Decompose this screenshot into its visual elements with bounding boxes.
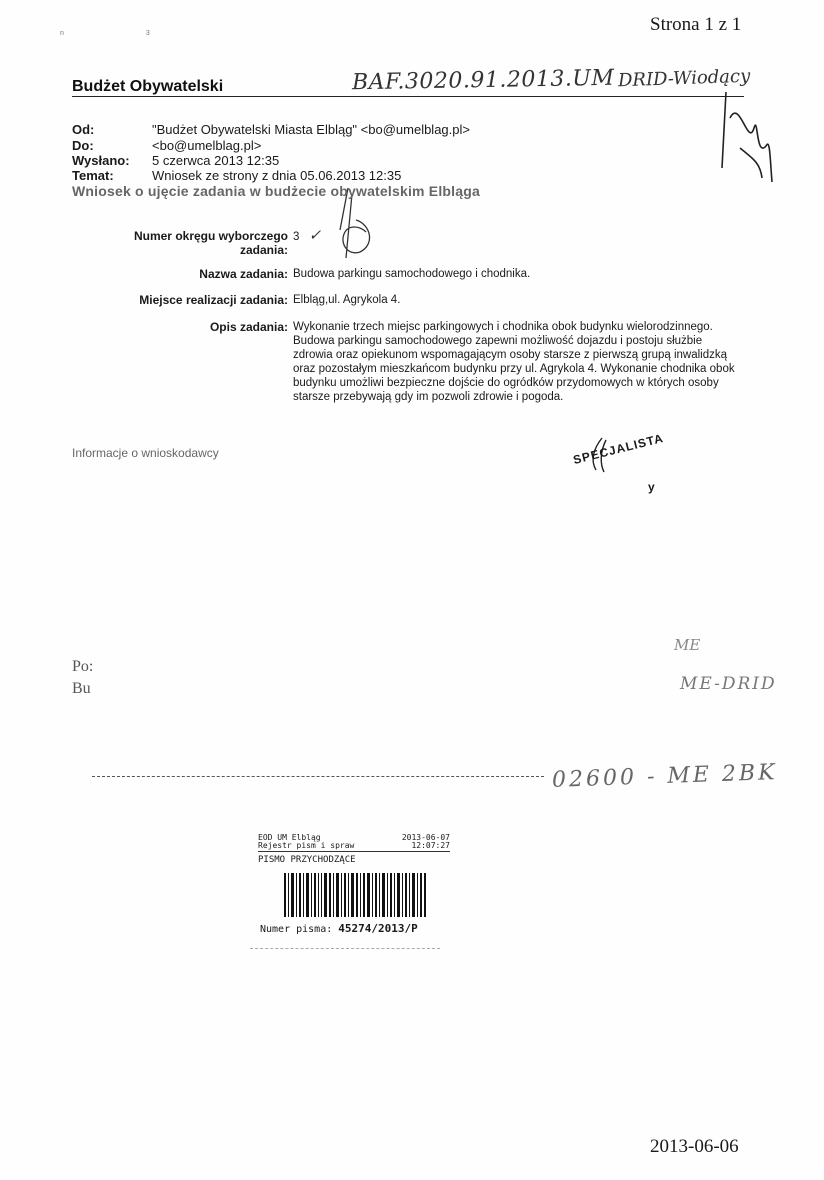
receipt-dashed-line [250,948,440,949]
stamp-mark: y [648,480,655,494]
from-value: "Budżet Obywatelski Miasta Elbląg" <bo@umelblag.pl> [152,122,470,137]
specialist-stamp: SPECJALISTA [571,430,666,468]
subject-label: Temat: [72,168,114,183]
app-title: Budżet Obywatelski [72,78,224,95]
district-label: Numer okręgu wyborczego [133,229,288,243]
receipt-label [258,834,450,864]
description-value: Wykonanie trzech miejsc parkingowych i chodnika obok budynku wielorodzinnego. Budowa parkingu samochodowego zapewni możliwość dojazdu i postoju służbie zdrowia oraz opiekunom wspomagającym osoby starsze z pierwszą grupą inwalidzką oraz pozostałym mieszkańcom budynku przy ul. Agrykola 4. Wykonanie chodnika obok budynku umożliwi bezpieczne dojście do ogródków przydomowych w których osoby starsze przebywają gdy im pozwoli zdrowie i pogoda. [293,321,735,403]
district-number: 3 [293,231,300,243]
checkmark-icon: ✓ [308,226,322,244]
location-value: Elbląg,ul. Agrykola 4. [293,294,401,306]
form-title: Wniosek o ujęcie zadania w budżecie obywatelskim Elbląga [72,183,480,199]
corner-marks: n 3 [60,30,190,37]
handwritten-department: DRID-Wiodący [617,65,751,92]
receipt-office: EOD UM Elbląg [258,833,321,842]
receipt-number-label: Numer pisma: [260,924,333,935]
location-label: Miejsce realizacji zadania: [139,293,288,307]
from-label: Od: [72,122,95,137]
applicant-info-heading: Informacje o wnioskodawcy [72,446,219,460]
truncated-text-2: Bu [72,680,91,697]
handwritten-note-me-drid: ME-DRID [680,674,777,694]
task-name-label: Nazwa zadania: [199,267,288,281]
receipt-date: 2013-06-07 [401,833,450,842]
receipt-number-row [260,922,418,935]
to-value: <bo@umelblag.pl> [152,138,262,153]
district-label-cont: zadania: [239,243,288,257]
sent-label: Wysłano: [72,153,130,168]
header-divider [72,96,744,97]
description-label: Opis zadania: [209,320,288,334]
handwritten-reference: 02600 - ME 2BK [551,760,778,793]
truncated-text-1: Po: [72,658,94,675]
receipt-type: PISMO PRZYCHODZĄCE [258,855,356,865]
barcode [284,873,426,917]
receipt-time: 12:07:27 [411,841,450,850]
handwritten-case-number: BAF.3020.91.2013.UM [351,65,615,96]
to-label: Do: [72,138,94,153]
subject-value: Wniosek ze strony z dnia 05.06.2013 12:35 [152,168,402,183]
dashed-separator [92,776,544,777]
sent-value: 5 czerwca 2013 12:35 [152,153,280,168]
district-value [293,228,321,244]
handwritten-note-me: ME [674,636,701,654]
signature-scribble [700,58,780,188]
receipt-register: Rejestr pism i spraw [258,841,355,850]
task-name-value: Budowa parkingu samochodowego i chodnika. [293,268,531,280]
footer-date: 2013-06-06 [650,1136,739,1157]
page-number: Strona 1 z 1 [650,14,742,35]
receipt-number: 45274/2013/P [338,922,418,935]
